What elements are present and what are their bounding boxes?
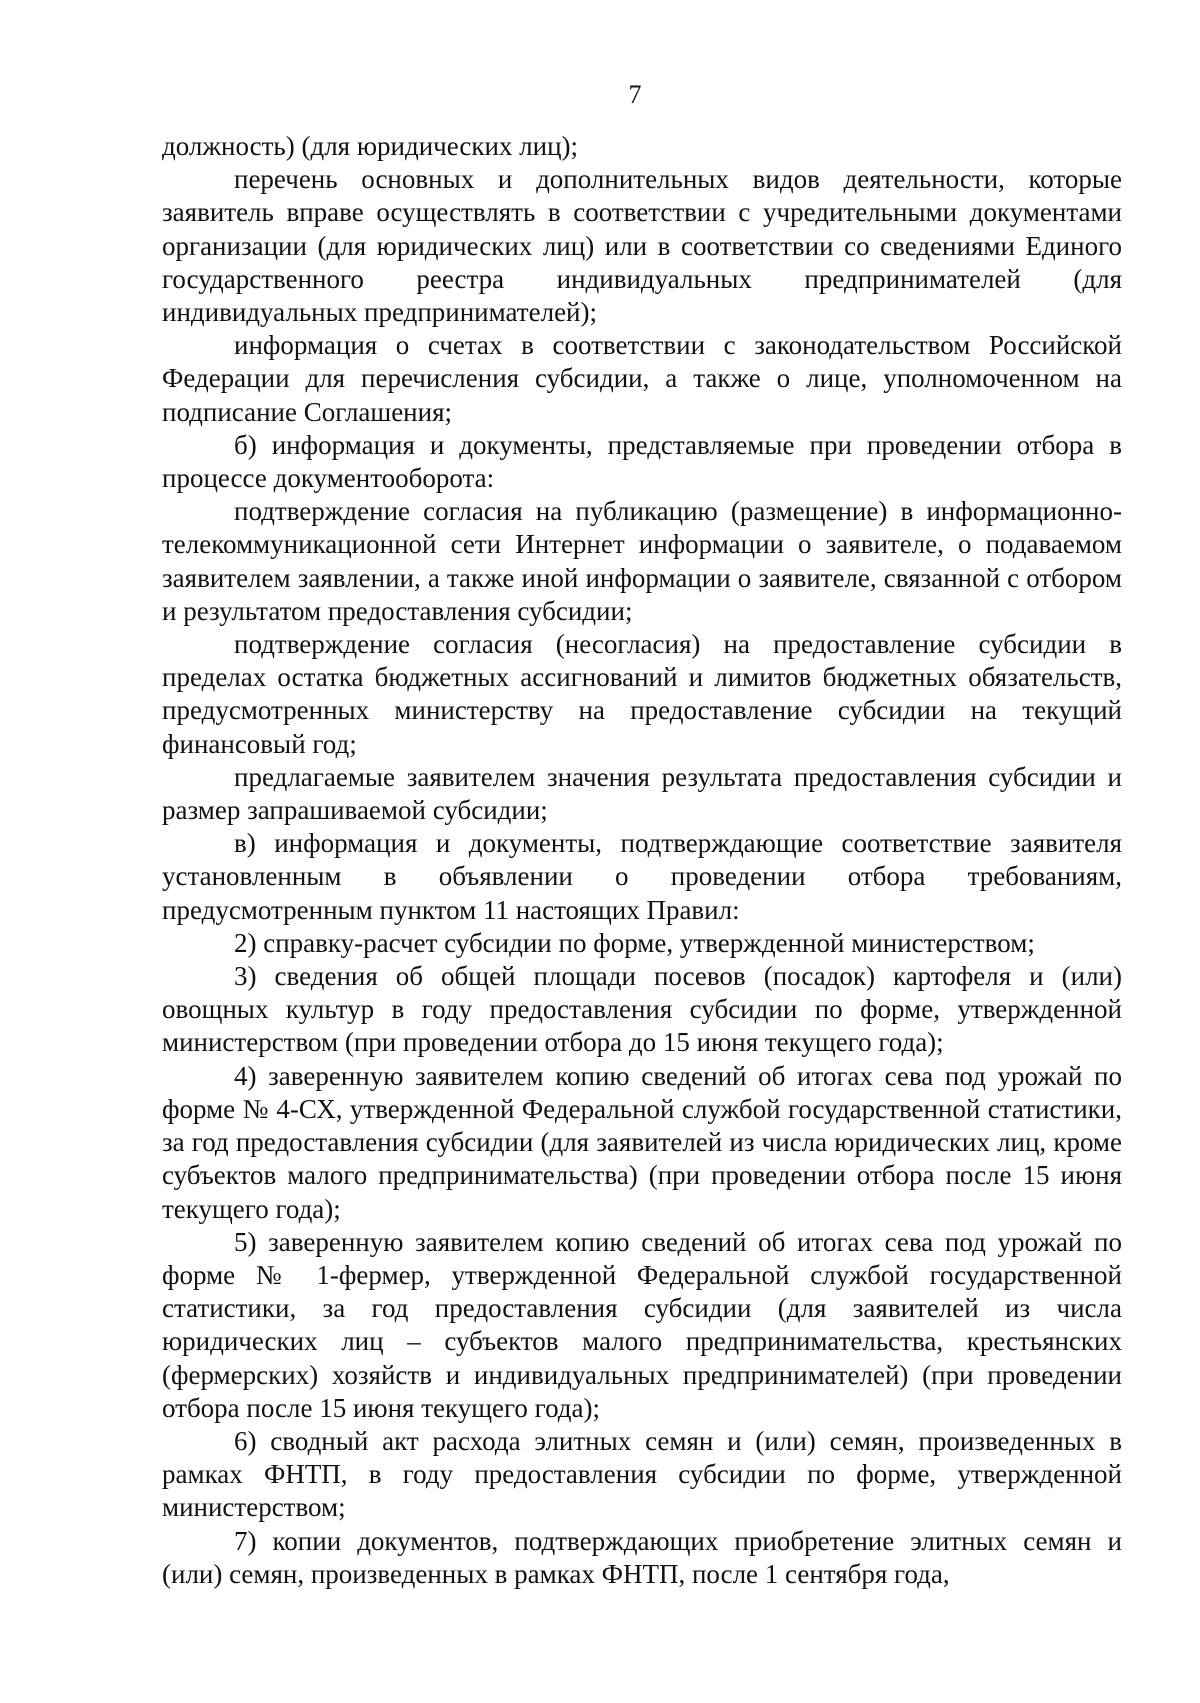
paragraph-item-5: 5) заверенную заявителем копию сведений об итогах сева под урожай по форме № 1-фермер, утвержденной Федеральной службой государственной статистики, за год предоставления субсидии (для заявителей из числа юридических лиц – субъектов малого предпринимательства, крестьянских (фермерских) хозяйств и индивидуальных предпринимателей) (при проведении отбора после 15 июня текущего года); bbox=[162, 1226, 1122, 1423]
paragraph-bank-accounts: информация о счетах в соответствии с законодательством Российской Федерации для перечисления субсидии, а также о лице, уполномоченном на подписание Соглашения; bbox=[162, 330, 1122, 427]
page-number: 7 bbox=[628, 80, 642, 109]
document-body bbox=[162, 130, 1122, 1591]
paragraph-item-3: 3) сведения об общей площади посевов (посадок) картофеля и (или) овощных культур в году предоставления субсидии по форме, утвержденной министерством (при проведении отбора до 15 июня текущего года); bbox=[162, 961, 1122, 1058]
paragraph-item-4: 4) заверенную заявителем копию сведений об итогах сева под урожай по форме № 4-СХ, утвержденной Федеральной службой государственной статистики, за год предоставления субсидии (для заявителей из числа юридических лиц, кроме субъектов малого предпринимательства) (при проведении отбора после 15 июня текущего года); bbox=[162, 1060, 1122, 1224]
paragraph-proposed-values: предлагаемые заявителем значения результата предоставления субсидии и размер запрашиваемой субсидии; bbox=[162, 761, 1122, 826]
paragraph-item-7: 7) копии документов, подтверждающих приобретение элитных семян и (или) семян, произведенных в рамках ФНТП, после 1 сентября года, bbox=[162, 1525, 1122, 1589]
paragraph-continuation: должность) (для юридических лиц); bbox=[162, 131, 579, 161]
paragraph-publication-consent: подтверждение согласия на публикацию (размещение) в информационно-телекоммуникационной сети Интернет информации о заявителе, о подаваемом заявителем заявлении, а также иной информации о заявителе, связанной с отбором и результатом предоставления субсидии; bbox=[162, 496, 1122, 626]
paragraph-section-v: в) информация и документы, подтверждающие соответствие заявителя установленным в объявлении о проведении отбора требованиям, предусмотренным пунктом 11 настоящих Правил: bbox=[162, 828, 1122, 925]
paragraph-activity-list: перечень основных и дополнительных видов деятельности, которые заявитель вправе осуществлять в соответствии с учредительными документами организации (для юридических лиц) или в соответствии со сведениями Единого государственного реестра индивидуальных предпринимателей (для индивидуальных предпринимателей); bbox=[162, 164, 1122, 328]
paragraph-item-6: 6) сводный акт расхода элитных семян и (или) семян, произведенных в рамках ФНТП, в году предоставления субсидии по форме, утвержденной министерством; bbox=[162, 1425, 1122, 1523]
paragraph-section-b: б) информация и документы, представляемые при проведении отбора в процессе документооборота: bbox=[162, 429, 1122, 494]
paragraph-item-2: 2) справку-расчет субсидии по форме, утвержденной министерством; bbox=[234, 927, 1035, 958]
paragraph-budget-consent: подтверждение согласия (несогласия) на предоставление субсидии в пределах остатка бюджетных ассигнований и лимитов бюджетных обязательств, предусмотренных министерству на предоставление субсидии на текущий финансовый год; bbox=[162, 629, 1122, 759]
